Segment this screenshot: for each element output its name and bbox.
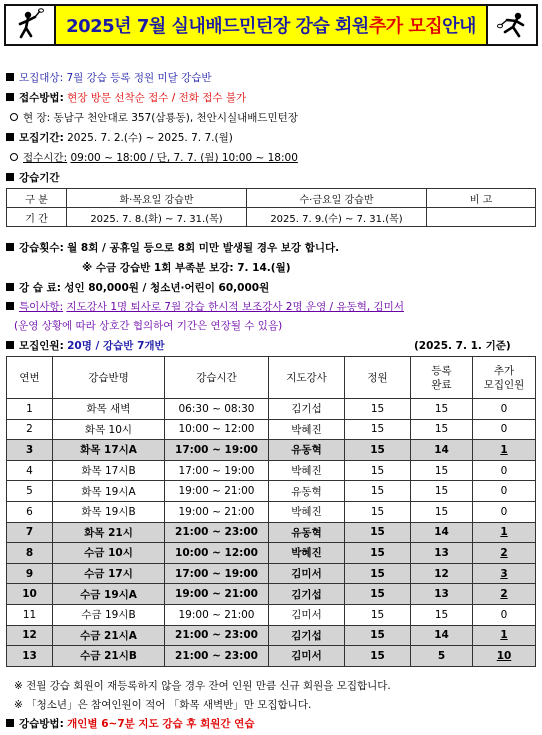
class-cell-cap: 15 xyxy=(345,563,411,584)
note-2: ※ 「청소년」은 참여인원이 적어 「화목 새벽반」만 모집합니다. xyxy=(14,699,312,711)
class-cell-cap: 15 xyxy=(345,604,411,625)
class-cell-no: 9 xyxy=(7,563,53,584)
class-cell-no: 4 xyxy=(7,460,53,481)
class-header-cell: 정원 xyxy=(345,357,411,399)
class-cell-no: 12 xyxy=(7,625,53,646)
class-cell-time: 19:00 ~ 21:00 xyxy=(165,481,269,502)
table-row xyxy=(7,399,536,420)
class-cell-time: 17:00 ~ 19:00 xyxy=(165,440,269,461)
class-cell-time: 17:00 ~ 19:00 xyxy=(165,460,269,481)
class-cell-cap: 15 xyxy=(345,481,411,502)
class-cell-name: 화목 새벽 xyxy=(53,399,165,420)
place-line: 현 장: 동남구 천안대로 357(삼룡동), 천안시실내배드민턴장 xyxy=(10,110,298,125)
class-cell-cap: 15 xyxy=(345,522,411,543)
class-cell-done: 14 xyxy=(411,440,473,461)
count-line: 강습횟수: 월 8회 / 공휴일 등으로 8회 미만 발생될 경우 보강 합니다. xyxy=(6,240,339,255)
lesson-method-line: 강습방법: 개인별 6~7분 지도 강습 후 회원간 연습 xyxy=(6,716,254,731)
class-cell-no: 2 xyxy=(7,419,53,440)
class-cell-add: 10 xyxy=(473,646,536,667)
square-bullet-icon xyxy=(6,302,14,310)
class-cell-add: 2 xyxy=(473,543,536,564)
class-cell-name: 수금 19시B xyxy=(53,604,165,625)
class-cell-cap: 15 xyxy=(345,460,411,481)
badminton-player-icon xyxy=(488,6,536,44)
class-cell-name: 수금 17시 xyxy=(53,563,165,584)
table-row xyxy=(7,522,536,543)
period-cell: 2025. 7. 8.(화) ~ 7. 31.(목) xyxy=(67,208,247,227)
class-cell-cap: 15 xyxy=(345,419,411,440)
period-cell: 2025. 7. 9.(수) ~ 7. 31.(목) xyxy=(247,208,427,227)
period-table xyxy=(6,188,536,227)
class-cell-add: 0 xyxy=(473,460,536,481)
class-cell-cap: 15 xyxy=(345,501,411,522)
class-cell-coach: 김기섭 xyxy=(269,399,345,420)
class-cell-add: 0 xyxy=(473,604,536,625)
class-cell-no: 7 xyxy=(7,522,53,543)
period-header-cell: 비 고 xyxy=(427,189,536,208)
square-bullet-icon xyxy=(6,73,14,81)
makeup-note: ※ 수금 강습반 1회 부족분 보강: 7. 14.(월) xyxy=(82,262,291,274)
target-line: 모집대상: 7월 강습 등록 정원 미달 강습반 xyxy=(6,70,212,85)
class-cell-cap: 15 xyxy=(345,584,411,605)
class-cell-time: 06:30 ~ 08:30 xyxy=(165,399,269,420)
class-cell-name: 수금 10시 xyxy=(53,543,165,564)
period-cell: 기 간 xyxy=(7,208,67,227)
lesson-period-heading: 강습기간 xyxy=(6,170,60,185)
table-row xyxy=(7,584,536,605)
class-header-cell: 등록 완료 xyxy=(411,357,473,399)
table-row xyxy=(7,481,536,502)
table-row xyxy=(7,563,536,584)
table-row xyxy=(7,604,536,625)
class-cell-coach: 김기섭 xyxy=(269,584,345,605)
as-of-date: (2025. 7. 1. 기준) xyxy=(414,340,511,352)
page-title: 2025년 7월 실내배드민턴장 강습 회원 추가 모집 안내 xyxy=(54,6,488,44)
special-note: (운영 상황에 따라 상호간 협의하여 기간은 연장될 수 있음) xyxy=(14,320,283,332)
period-header-cell: 수·금요일 강습반 xyxy=(247,189,427,208)
class-cell-cap: 15 xyxy=(345,399,411,420)
class-cell-name: 수금 19시A xyxy=(53,584,165,605)
class-cell-coach: 박혜진 xyxy=(269,460,345,481)
table-row xyxy=(7,625,536,646)
method-line: 접수방법: 현장 방문 선착순 접수 / 전화 접수 불가 xyxy=(6,90,246,105)
class-cell-name: 화목 19시B xyxy=(53,501,165,522)
note-1: ※ 전월 강습 회원이 재등록하지 않을 경우 잔여 인원 만큼 신규 회원을 모집합니다. xyxy=(14,680,391,692)
class-header-cell: 추가 모집인원 xyxy=(473,357,536,399)
class-cell-name: 수금 21시B xyxy=(53,646,165,667)
class-cell-time: 17:00 ~ 19:00 xyxy=(165,563,269,584)
title-banner xyxy=(4,4,538,46)
badminton-player-icon xyxy=(6,6,54,44)
class-cell-done: 15 xyxy=(411,460,473,481)
class-cell-time: 19:00 ~ 21:00 xyxy=(165,584,269,605)
period-line: 모집기간: 2025. 7. 2.(수) ~ 2025. 7. 7.(월) xyxy=(6,130,233,145)
class-header-cell: 강습시간 xyxy=(165,357,269,399)
class-cell-cap: 15 xyxy=(345,625,411,646)
class-cell-add: 0 xyxy=(473,399,536,420)
class-cell-time: 19:00 ~ 21:00 xyxy=(165,604,269,625)
hours-line: 접수시간: 09:00 ~ 18:00 / 단, 7. 7. (월) 10:00 ~ 18:00 xyxy=(10,150,298,165)
table-row xyxy=(7,460,536,481)
circle-bullet-icon xyxy=(10,113,18,121)
class-cell-no: 13 xyxy=(7,646,53,667)
period-header-cell: 화·목요일 강습반 xyxy=(67,189,247,208)
class-cell-no: 6 xyxy=(7,501,53,522)
class-table-body xyxy=(7,399,536,667)
square-bullet-icon xyxy=(6,173,14,181)
class-cell-time: 19:00 ~ 21:00 xyxy=(165,501,269,522)
class-header-cell: 지도강사 xyxy=(269,357,345,399)
class-cell-name: 화목 17시A xyxy=(53,440,165,461)
class-cell-time: 21:00 ~ 23:00 xyxy=(165,522,269,543)
class-cell-add: 3 xyxy=(473,563,536,584)
class-cell-coach: 박혜진 xyxy=(269,419,345,440)
class-header-cell: 연번 xyxy=(7,357,53,399)
table-row xyxy=(7,419,536,440)
class-cell-no: 11 xyxy=(7,604,53,625)
class-cell-done: 15 xyxy=(411,419,473,440)
period-cell xyxy=(427,208,536,227)
table-row xyxy=(7,543,536,564)
class-cell-coach: 유동혁 xyxy=(269,440,345,461)
square-bullet-icon xyxy=(6,283,14,291)
class-cell-no: 10 xyxy=(7,584,53,605)
class-cell-time: 10:00 ~ 12:00 xyxy=(165,419,269,440)
class-cell-name: 화목 10시 xyxy=(53,419,165,440)
class-cell-done: 5 xyxy=(411,646,473,667)
class-cell-coach: 김기섭 xyxy=(269,625,345,646)
class-cell-time: 10:00 ~ 12:00 xyxy=(165,543,269,564)
square-bullet-icon xyxy=(6,719,14,727)
class-cell-no: 1 xyxy=(7,399,53,420)
class-cell-coach: 유동혁 xyxy=(269,481,345,502)
class-cell-coach: 김미서 xyxy=(269,646,345,667)
class-cell-no: 3 xyxy=(7,440,53,461)
class-cell-time: 21:00 ~ 23:00 xyxy=(165,646,269,667)
class-cell-name: 화목 19시A xyxy=(53,481,165,502)
class-cell-add: 1 xyxy=(473,625,536,646)
class-cell-done: 15 xyxy=(411,481,473,502)
class-cell-coach: 김미서 xyxy=(269,563,345,584)
square-bullet-icon xyxy=(6,133,14,141)
class-cell-name: 화목 17시B xyxy=(53,460,165,481)
class-table xyxy=(6,356,536,667)
class-cell-cap: 15 xyxy=(345,440,411,461)
class-cell-add: 0 xyxy=(473,419,536,440)
class-cell-coach: 박혜진 xyxy=(269,543,345,564)
class-cell-add: 0 xyxy=(473,501,536,522)
square-bullet-icon xyxy=(6,341,14,349)
class-cell-done: 15 xyxy=(411,501,473,522)
class-cell-no: 8 xyxy=(7,543,53,564)
recruit-line: 모집인원: 20명 / 강습반 7개반 xyxy=(6,338,165,353)
class-cell-time: 21:00 ~ 23:00 xyxy=(165,625,269,646)
table-row xyxy=(7,440,536,461)
class-cell-name: 수금 21시A xyxy=(53,625,165,646)
class-cell-cap: 15 xyxy=(345,543,411,564)
class-cell-done: 15 xyxy=(411,604,473,625)
class-cell-no: 5 xyxy=(7,481,53,502)
class-cell-name: 화목 21시 xyxy=(53,522,165,543)
class-cell-done: 15 xyxy=(411,399,473,420)
fee-line: 강 습 료: 성인 80,000원 / 청소년·어린이 60,000원 xyxy=(6,280,269,295)
class-cell-add: 1 xyxy=(473,522,536,543)
circle-bullet-icon xyxy=(10,153,18,161)
class-header-cell: 강습반명 xyxy=(53,357,165,399)
class-cell-done: 12 xyxy=(411,563,473,584)
class-cell-coach: 김미서 xyxy=(269,604,345,625)
square-bullet-icon xyxy=(6,93,14,101)
class-cell-done: 13 xyxy=(411,543,473,564)
class-cell-done: 14 xyxy=(411,625,473,646)
special-line: 특이사항: 지도강사 1명 퇴사로 7월 강습 한시적 보조강사 2명 운영 / 유동혁, 김미서 xyxy=(6,299,404,314)
class-cell-coach: 박혜진 xyxy=(269,501,345,522)
class-cell-coach: 유동혁 xyxy=(269,522,345,543)
class-cell-done: 14 xyxy=(411,522,473,543)
class-cell-add: 2 xyxy=(473,584,536,605)
table-row xyxy=(7,646,536,667)
class-cell-add: 0 xyxy=(473,481,536,502)
square-bullet-icon xyxy=(6,243,14,251)
class-cell-cap: 15 xyxy=(345,646,411,667)
table-row xyxy=(7,501,536,522)
class-cell-add: 1 xyxy=(473,440,536,461)
class-cell-done: 13 xyxy=(411,584,473,605)
period-header-cell: 구 분 xyxy=(7,189,67,208)
